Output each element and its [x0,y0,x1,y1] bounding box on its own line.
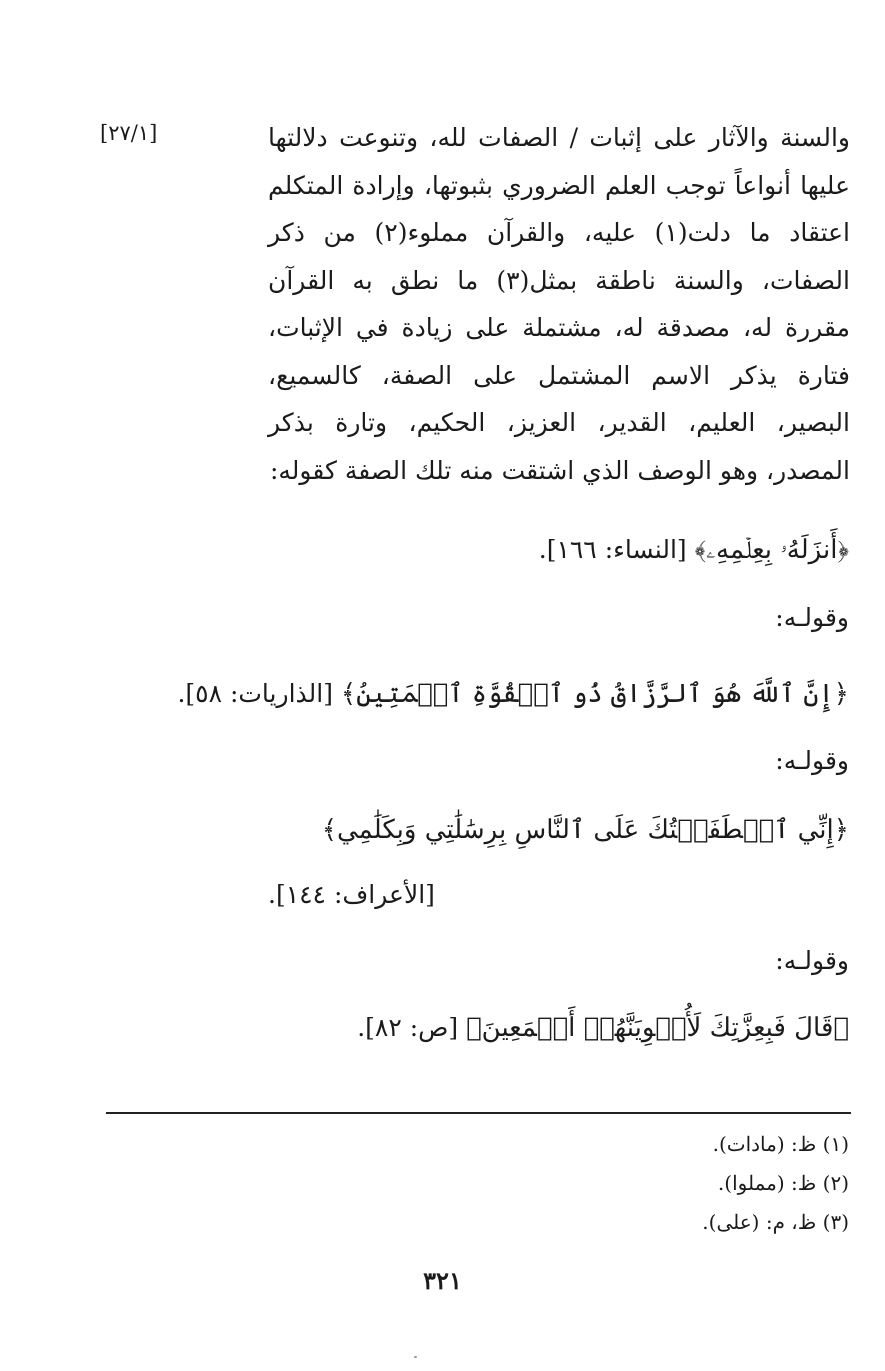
marginal-reference: [٢٧/١] [100,121,158,145]
verse-2 [177,674,849,714]
verse-3-reference: [الأعراف: ١٤٤]. [268,880,435,909]
footnote-divider [106,1112,851,1114]
footnote-3 [702,1207,849,1237]
verse-text: ﴿إِنَّ ٱللَّهَ هُوَ ٱلرَّزَّاقُ ذُو ٱلۡقُوَّةِ ٱلۡمَتِينُ﴾ [340,679,849,709]
verse-1 [539,530,849,570]
footnote-text: ظ: (مملوا). [717,1171,817,1195]
verse-reference: [ص: ٨٢]. [357,1013,459,1042]
verse-text: ﴿أَنزَلَهُۥ بِعِلۡمِهِۦ﴾ [694,535,849,565]
connector-text: وقولـه: [775,746,849,775]
footnote-number: (٣) [822,1210,849,1234]
footnote-1 [713,1129,849,1159]
verse-reference: [الذاريات: ٥٨]. [177,679,333,708]
connector-text: وقولـه: [775,603,849,632]
scan-speck [414,1356,417,1358]
verse-text: ﴿إِنِّي ٱصۡطَفَيۡتُكَ عَلَى ٱلنَّاسِ بِرِسَٰلَٰتِي وَبِكَلَٰمِي﴾ [321,815,849,845]
verse-text: ﴿قَالَ فَبِعِزَّتِكَ لَأُغۡوِيَنَّهُمۡ أَجۡمَعِينَ﴾ [466,1013,849,1043]
footnote-2 [718,1168,849,1198]
connector-text: وقولـه: [775,946,849,975]
verse-4 [357,1008,849,1048]
paragraph-text: والسنة والآثار على إثبات / الصفات لله، وتنوعت دلالتها عليها أنواعاً توجب العلم الضروري بثبوتها، وإرادة المتكلم اعتقاد ما دلت(١) عليه، والقرآن مملوء(٢) من ذكر الصفات، والسنة ناطقة بمثل(٣) ما نطق به القرآن مقررة له، مصدقة له، مشتملة على زيادة في الإثبات، فتارة يذكر الاسم المشتمل على الصفة، كالسميع، البصير، العليم، القدير، العزيز، الحكيم، وتارة بذكر المصدر، وهو الوصف الذي اشتقت منه تلك الصفة كقوله: [268,123,850,485]
footnote-number: (٢) [822,1171,849,1195]
main-paragraph [268,114,850,494]
page-number: ٣٢١ [423,1266,462,1295]
footnote-text: ظ: (مادات). [712,1132,817,1156]
footnote-number: (١) [822,1132,849,1156]
footnote-text: ظ، م: (على). [702,1210,817,1234]
verse-3 [322,810,849,850]
verse-reference: [النساء: ١٦٦]. [538,535,687,564]
